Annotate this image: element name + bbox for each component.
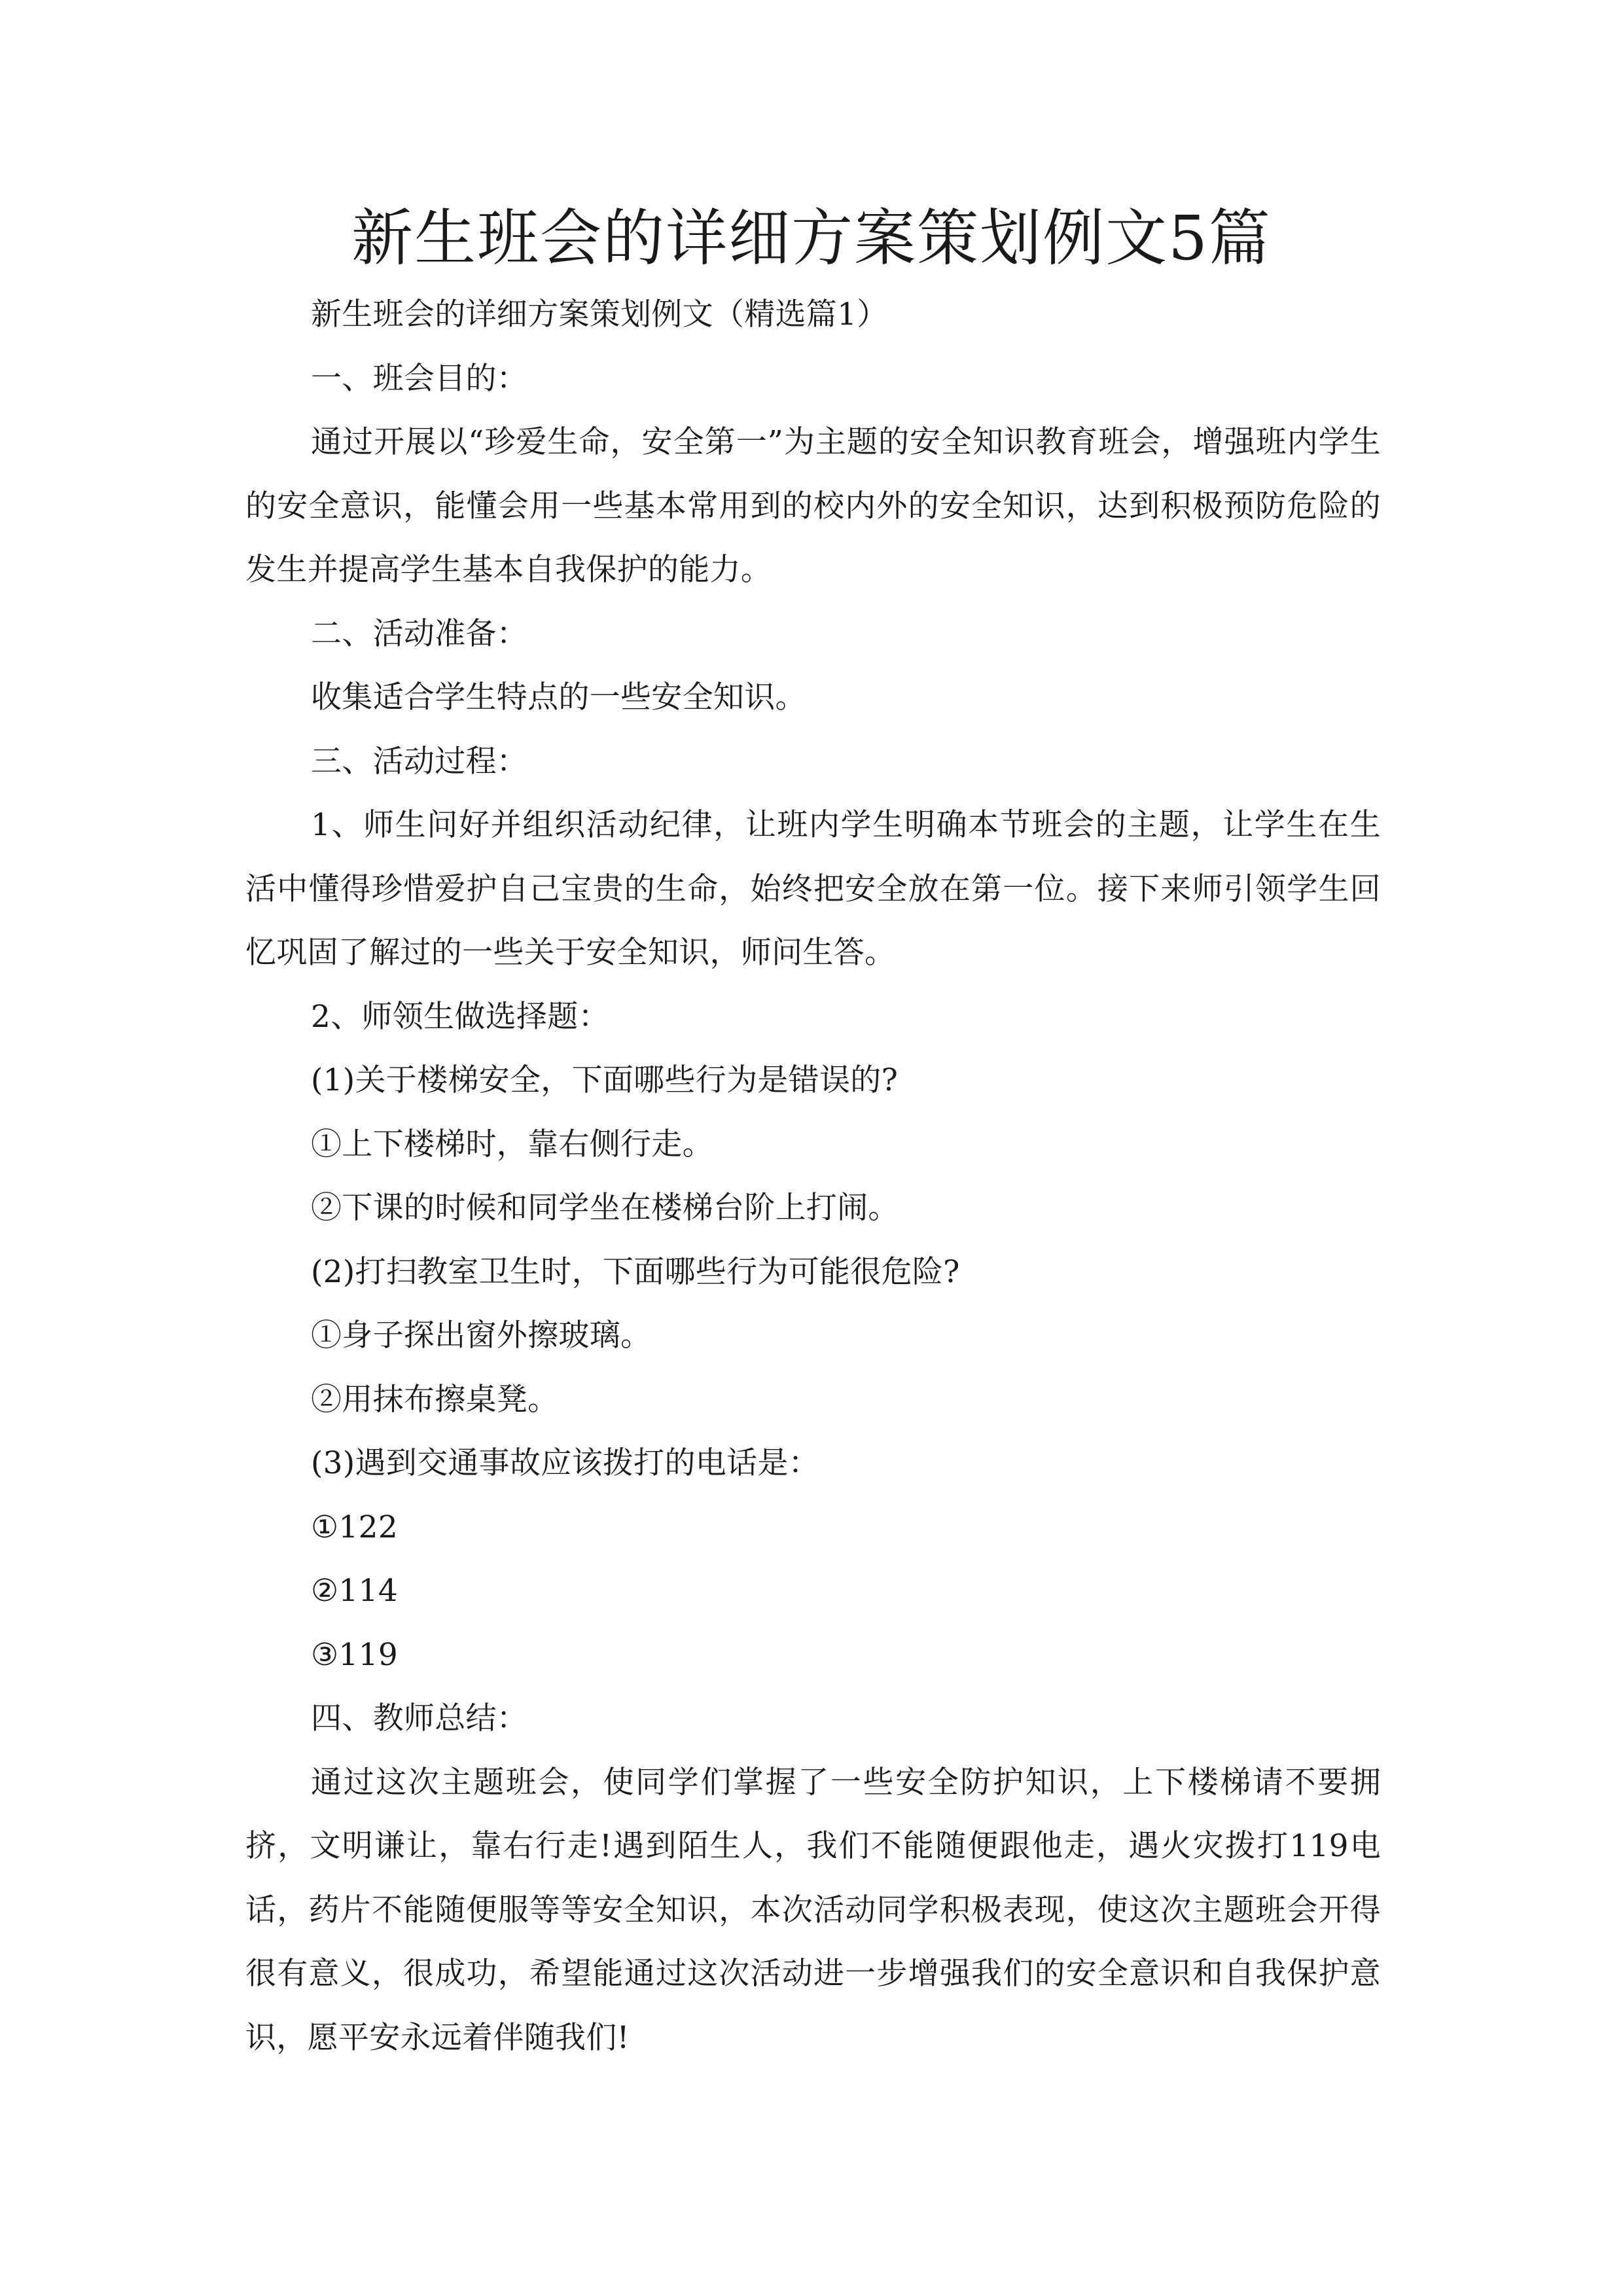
question-2: (2)打扫教室卫生时，下面哪些行为可能很危险? [311,1253,960,1290]
question-3-option-1: ①122 [311,1509,399,1545]
paragraph-summary: 通过这次主题班会，使同学们掌握了一些安全防护知识，上下楼梯请不要拥挤，文明谦让，靠右行走!遇到陌生人，我们不能随便跟他走，遇火灾拨打119电话，药片不能随便服等等安全知识，本次活动同学积极表现，使这次主题班会开得很有意义，很成功，希望能通过这次活动进一步增强我们的安全意识和自我保护意识，愿平安永远着伴随我们! [245,1764,1381,2056]
question-2-option-2: ②用抹布擦桌凳。 [311,1381,559,1418]
paragraph-process-step-2: 2、师领生做选择题： [311,998,609,1035]
question-1-option-2: ②下课的时候和同学坐在楼梯台阶上打闹。 [311,1190,899,1226]
paragraph-preparation: 收集适合学生特点的一些安全知识。 [311,679,806,715]
question-2-option-1: ①身子探出窗外擦玻璃。 [311,1318,652,1354]
question-3: (3)遇到交通事故应该拨打的电话是： [311,1445,819,1481]
question-3-option-3: ③119 [311,1636,399,1673]
question-1: (1)关于楼梯安全，下面哪些行为是错误的? [311,1062,899,1098]
paragraph-process-step-1: 1、师生问好并组织活动纪律，让班内学生明确本节班会的主题，让学生在生活中懂得珍惜爱护自己宝贵的生命，始终把安全放在第一位。接下来师引领学生回忆巩固了解过的一些关于安全知识，师问生答。 [245,807,1381,971]
question-1-option-1: ①上下楼梯时，靠右侧行走。 [311,1126,713,1162]
heading-process: 三、活动过程： [311,743,528,780]
document-body [245,283,1381,2070]
heading-preparation: 二、活动准备： [311,615,528,652]
paragraph-purpose: 通过开展以“珍爱生命，安全第一”为主题的安全知识教育班会，增强班内学生的安全意识，能懂会用一些基本常用到的校内外的安全知识，达到积极预防危险的发生并提高学生基本自我保护的能力。 [245,424,1381,588]
question-3-option-2: ②114 [311,1573,399,1609]
document-title: 新生班会的详细方案策划例文5篇 [351,203,1272,274]
heading-summary: 四、教师总结： [311,1700,528,1736]
section-heading-selected-1: 新生班会的详细方案策划例文（精选篇1） [311,296,888,332]
heading-purpose: 一、班会目的： [311,360,528,397]
